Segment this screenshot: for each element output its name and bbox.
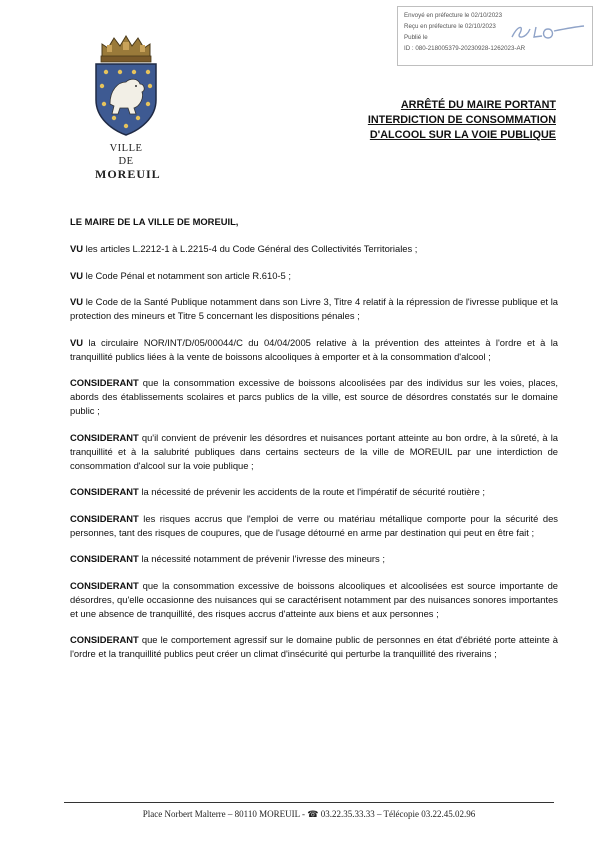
stamp-id: ID : 080-218005379-20230928-1262023-AR — [404, 45, 526, 52]
paragraph-lead: CONSIDERANT — [70, 431, 139, 443]
paragraph-text: qu'il convient de prévenir les désordres et nuisances portant atteinte au bon ordre, à la sûreté, à la tranquillité et à la salubrité publiques dans certains secteurs de la ville de MOREUIL par une interdiction de consommation d'alcool sur la voie publique ; — [70, 431, 558, 471]
paragraph-text: que la consommation excessive de boissons alcooliques et alcoolisées est source importante de désordres, qu'elle occasionne des nuisances qui se caractérisent notamment par des nuisances sonores importantes et une absence de tranquillité, des risques accrus d'atteinte aux biens et aux personnes ; — [70, 579, 558, 619]
paragraph — [70, 431, 558, 473]
paragraph-lead: CONSIDERANT — [70, 377, 139, 388]
paragraph-text: que le comportement agressif sur le domaine public de personnes en état d'ébriété porte atteinte à l'ordre et la tranquillité publics peut créer un climat d'insécurité qui perturbe la tranquillité des riverains ; — [70, 634, 558, 659]
town-name-block — [95, 142, 161, 181]
paragraph-lead: VU — [70, 269, 84, 281]
prefecture-stamp — [397, 6, 593, 66]
paragraph — [70, 336, 558, 364]
paragraph-lead: CONSIDERANT — [70, 486, 139, 497]
coat-of-arms-icon — [90, 34, 162, 136]
paragraph — [70, 295, 558, 323]
paragraph-text: que la consommation excessive de boissons alcoolisées par des individus sur les voies, places, abords des établissements scolaires et parcs publics de la ville, est source de désordres constatés sur le domaine public ; — [70, 377, 558, 416]
town-name: MOREUIL — [95, 167, 161, 181]
paragraph — [70, 633, 558, 661]
paragraph-lead: VU — [70, 296, 84, 307]
paragraph — [70, 552, 558, 566]
title-line-1: ARRÊTÉ DU MAIRE PORTANT — [400, 99, 556, 111]
footer-address: Place Norbert Malterre – 80110 MOREUIL - ☎ 03.22.35.33.33 – Télécopie 03.22.45.02.96 — [142, 809, 476, 819]
paragraph — [70, 512, 558, 540]
paragraph-lead: VU — [70, 336, 84, 348]
ville-label: VILLE — [109, 143, 143, 154]
paragraph-text: la circulaire NOR/INT/D/05/00044/C du 04/04/2005 relative à la prévention des atteintes à l'ordre et à la tranquillité publics liées à la vente de boissons alcooliques à emporter et à la consommation d'alcool ; — [70, 336, 558, 362]
paragraph-lead: CONSIDERANT — [70, 634, 139, 645]
mayor-heading: LE MAIRE DE LA VILLE DE MOREUIL, — [70, 216, 239, 227]
paragraph-text: le Code de la Santé Publique notamment dans son Livre 3, Titre 4 relatif à la répression de l'ivresse publique et la protection des mineurs et Titre 5 concernant les dispositions pénales ; — [70, 296, 558, 321]
paragraph — [70, 376, 558, 418]
paragraph — [70, 579, 558, 621]
paragraph-text: la nécessité notamment de prévenir l'ivresse des mineurs ; — [138, 553, 385, 564]
paragraph-text: les risques accrus que l'emploi de verre ou matériau métallique comporte pour la sécurité des personnes, tant des risques de coupures, que de l'usage détourné en arme par destination qui peut en être fait ; — [70, 512, 558, 538]
paragraph — [70, 242, 558, 256]
paragraph-lead: VU — [70, 243, 84, 254]
decree-body — [70, 215, 558, 674]
paragraph-text: le Code Pénal et notamment son article R.610-5 ; — [83, 269, 291, 281]
de-label: DE — [118, 156, 134, 167]
paragraph-lead: CONSIDERANT — [70, 512, 139, 524]
paragraph — [70, 485, 558, 499]
footer-divider — [64, 802, 554, 803]
title-line-2: INTERDICTION DE CONSOMMATION — [367, 114, 556, 126]
paragraph-text: la nécessité de prévenir les accidents de la route et l'impératif de sécurité routière ; — [138, 486, 486, 497]
stamp-received: Reçu en préfecture le 02/10/2023 — [404, 23, 496, 30]
signature-mark — [508, 21, 588, 43]
paragraph-text: les articles L.2212-1 à L.2215-4 du Code Général des Collectivités Territoriales ; — [83, 243, 418, 254]
title-line-3: D'ALCOOL SUR LA VOIE PUBLIQUE — [369, 129, 556, 141]
paragraph-lead: CONSIDERANT — [70, 579, 139, 591]
paragraph-lead: CONSIDERANT — [70, 553, 139, 564]
stamp-sent: Envoyé en préfecture le 02/10/2023 — [404, 12, 503, 19]
paragraph — [70, 269, 558, 283]
stamp-published: Publié le — [404, 34, 428, 41]
decree-title — [316, 98, 556, 143]
